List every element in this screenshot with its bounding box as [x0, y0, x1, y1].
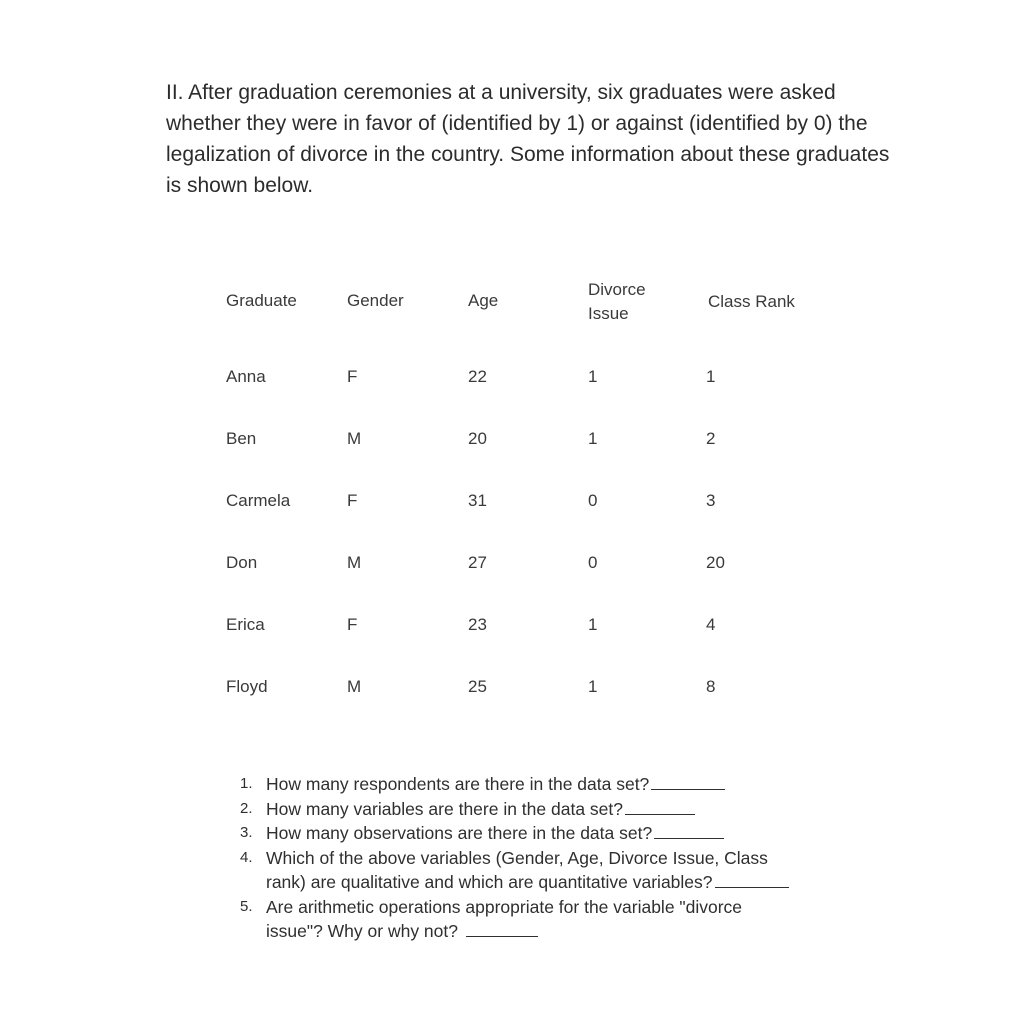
cell-graduate: Don — [226, 553, 258, 572]
cell-rank: 2 — [706, 429, 716, 448]
cell-gender: M — [347, 553, 362, 572]
cell-divorce: 1 — [588, 429, 598, 448]
answer-blank[interactable] — [654, 822, 724, 839]
cell-age: 20 — [468, 429, 487, 448]
cell-gender: M — [347, 429, 362, 448]
cell-graduate: Anna — [226, 367, 266, 386]
cell-graduate: Ben — [226, 429, 257, 448]
cell-gender: F — [347, 491, 358, 510]
question-list — [240, 772, 800, 944]
question-text: How many respondents are there in the data set? — [266, 774, 650, 794]
header-divorce-line1: Divorce — [588, 280, 646, 299]
cell-divorce: 1 — [588, 677, 598, 696]
header-age: Age — [468, 291, 499, 310]
question-number: 3. — [240, 824, 253, 841]
cell-graduate: Carmela — [226, 491, 291, 510]
problem-intro: II. After graduation ceremonies at a university, six graduates were asked whether they were in favor of (identified by 1) or against (identified by 0) the legalization of divorce in the country. Some information about these graduates is shown below. — [166, 81, 890, 197]
question-item — [240, 821, 800, 846]
cell-age: 25 — [468, 677, 487, 696]
question-text: How many variables are there in the data set? — [266, 798, 623, 819]
question-item — [240, 846, 800, 895]
cell-gender: F — [347, 615, 358, 634]
cell-age: 27 — [468, 553, 487, 572]
question-item — [240, 895, 800, 944]
cell-divorce: 1 — [588, 367, 598, 386]
question-number: 4. — [240, 848, 253, 866]
cell-graduate: Erica — [226, 615, 265, 634]
graduates-table — [226, 274, 826, 714]
cell-age: 22 — [468, 367, 487, 386]
header-divorce-issue — [588, 278, 646, 326]
question-item — [240, 772, 800, 797]
cell-rank: 20 — [706, 553, 725, 572]
question-item — [240, 797, 800, 822]
cell-divorce: 0 — [588, 553, 598, 572]
question-text: Are arithmetic operations appropriate for the variable "divorce issue"? Why or why not? — [266, 896, 743, 941]
question-text: Which of the above variables (Gender, Age, Divorce Issue, Class rank) are qualitative and which are quantitative variables? — [266, 847, 768, 892]
answer-blank[interactable] — [651, 773, 725, 790]
answer-blank[interactable] — [715, 871, 789, 888]
cell-gender: M — [347, 677, 362, 696]
cell-divorce: 1 — [588, 615, 598, 634]
cell-age: 31 — [468, 491, 487, 510]
cell-rank: 1 — [706, 367, 716, 386]
header-divorce-line2: Issue — [588, 304, 629, 323]
answer-blank[interactable] — [466, 920, 538, 937]
question-number: 5. — [240, 897, 253, 915]
question-number: 2. — [240, 799, 253, 817]
question-number: 1. — [240, 775, 253, 792]
question-text: How many observations are there in the data set? — [266, 823, 653, 843]
header-class-rank: Class Rank — [708, 292, 795, 311]
cell-rank: 4 — [706, 615, 716, 634]
cell-age: 23 — [468, 615, 487, 634]
cell-graduate: Floyd — [226, 677, 268, 696]
cell-divorce: 0 — [588, 491, 598, 510]
answer-blank[interactable] — [625, 798, 695, 815]
header-gender: Gender — [347, 291, 404, 310]
cell-rank: 8 — [706, 677, 716, 696]
header-graduate: Graduate — [226, 291, 297, 310]
cell-rank: 3 — [706, 491, 716, 510]
cell-gender: F — [347, 367, 358, 386]
